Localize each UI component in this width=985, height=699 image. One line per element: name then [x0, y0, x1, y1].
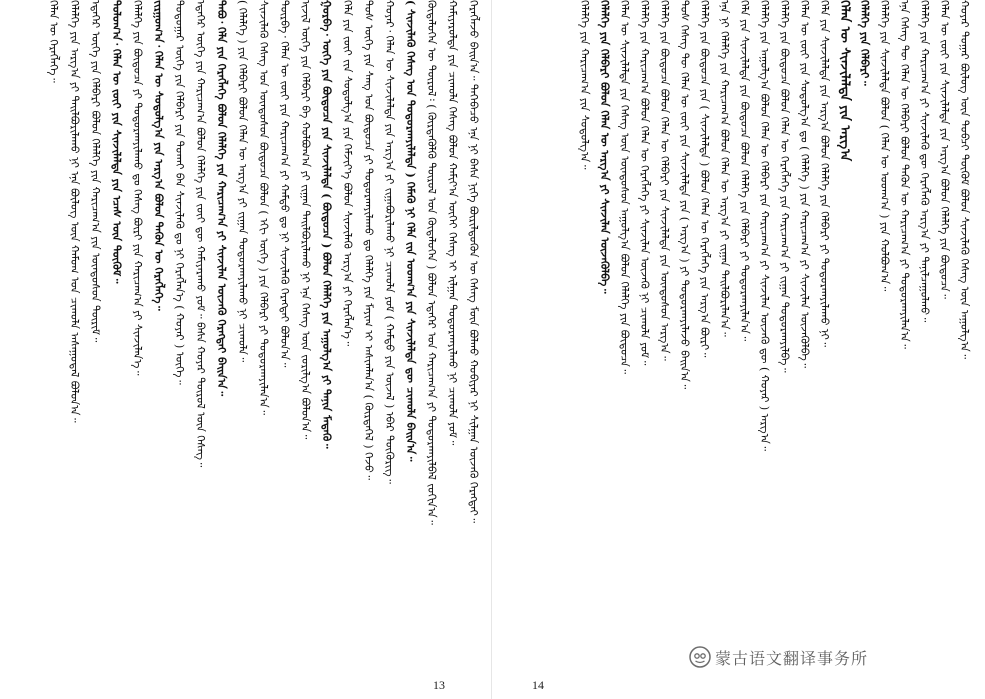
text-column: ᠰᠢᠨᠵᠢᠯᠡᠬᠦ ᠬᠡᠰᠡᠭ ᠤᠨ ᠦᠨᠳᠦᠰᠦᠨ ᠪᠦᠲᠦᠴᠡ ᠪᠣᠯᠤᠨ ( ᠡᠬᠢ ᠦᠭᠡ ) ᠶᠢᠨ ᠬᠡᠯᠪᠡᠷᠢ ᠶᠢ ᠲᠣᠳᠣᠷᠬᠠᠶᠢᠯᠠᠨ᠎ᠠ᠃: [257, 0, 270, 415]
text-column: ᠬᠡᠯᠡᠨ ᠦ ᠵᠦᠢ ᠶᠢᠨ ᠰᠤᠳᠤᠯᠭ᠎ᠠ ᠳᠤ ( ᠬᠡᠯᠡᠯᠭᠡ ) ᠶᠢᠨ ᠬᠠᠷᠢᠴᠠᠭ᠎ᠠ ᠶᠢ ᠰᠢᠨᠵᠢᠯᠡᠨ ᠦᠵᠡᠭᠦᠯᠪᠡ᠃: [798, 0, 811, 368]
text-column: ᠬᠡᠯᠡᠯᠭᠡ ᠶᠢᠨ ᠰᠢᠨᠵᠢᠯᠡᠯᠲᠡ ᠪᠣᠯᠤᠨ ( ᠬᠡᠯᠡᠨ ᠦ ᠤᠳᠬ᠎ᠠ ) ᠶᠢᠨ ᠬᠣᠯᠪᠣᠭ᠎ᠠ᠃: [878, 0, 891, 292]
text-column: ᠬᠡᠯᠡᠯᠭᠡ ᠶᠢᠨ ᠬᠡᠯᠪᠡᠷᠢ᠃: [858, 0, 871, 86]
text-column: ᠬᠡᠯᠡᠨ ᠦ ᠰᠢᠨᠵᠢᠯᠡᠯᠲᠡ ᠶᠢᠨ ᠬᠡᠰᠡᠭ ᠦᠨ ᠦᠨᠳᠦᠰᠦᠨ ᠠᠭᠤᠯᠭ᠎ᠠ ᠪᠣᠯᠤᠨ ᠬᠡᠯᠡᠯᠭᠡ ᠶᠢᠨ ᠪᠦᠲᠦᠴᠡ᠃: [618, 0, 631, 375]
text-column: ᠬᠣᠶᠠᠷ ᠳᠤᠭᠠᠷ ᠪᠦᠯᠦᠭ ᠦᠨ ᠲᠣᠪᠴᠢ ᠳᠦᠭᠦᠮ ᠪᠣᠯᠤᠨ ᠰᠢᠨᠵᠢᠯᠡᠬᠦ ᠬᠡᠰᠡᠭ ᠦᠨ ᠠᠭᠤᠯᠭ᠎ᠠ᠃: [958, 0, 971, 360]
wechat-icon: [689, 646, 711, 668]
text-column: ᠬᠡᠯᠡ ᠶᠢᠨ ᠵᠦᠢ ᠵᠢᠨ ᠰᠤᠳᠤᠯᠭ᠎ᠠ ᠶᠢᠨ ᠬᠡᠮᠵᠢᠶ᠎ᠡ ᠪᠣᠯᠤᠨ ᠰᠢᠨᠵᠢᠯᠡᠬᠦ ᠠᠷᠭ᠎ᠠ ᠶᠢ ᠬᠡᠷᠡᠭᠯᠡᠨ᠎ᠡ᠃: [341, 0, 354, 347]
text-column: ᠬᠡᠯᠡᠯᠭᠡ ᠶᠢᠨ ᠪᠦᠲᠦᠴᠡ ᠪᠣᠯᠤᠨ ᠬᠡᠯᠡᠨ ᠦ ᠬᠡᠷᠡᠭᠯᠡᠭᠡ ᠶᠢᠨ ᠬᠠᠷᠢᠴᠠᠭ᠎ᠠ ᠶᠢ ᠵᠢᠭᠠᠨ ᠲᠣᠳᠣᠷᠬᠠᠶᠢᠯᠪᠠ᠃: [778, 0, 791, 373]
text-column: ᠬᠡᠯᠡᠯᠭᠡ ᠶᠢᠨ ᠠᠷᠭ᠎ᠠ ᠶᠢ ᠲᠠᠢᠯᠪᠤᠷᠢᠯᠠᠬᠤ ᠨᠢ ᠡᠨᠡ ᠪᠦᠯᠦᠭ ᠦᠨ ᠬᠠᠮᠤᠭ ᠤᠨ ᠴᠢᠬᠤᠯᠠ ᠠᠰᠠᠭᠤᠳᠠᠯ ᠪᠣᠯᠤᠨ᠎ᠠ᠃: [68, 0, 81, 423]
text-column: ᠲᠠᠪᠤ᠂ ᠬᠡᠯᠡ ᠶᠢᠨ ᠬᠡᠷᠡᠭᠯᠡᠭᠡ ᠪᠣᠯᠤᠨ ᠬᠡᠯᠡᠯᠭᠡ ᠶᠢᠨ ᠬᠠᠷᠢᠴᠠᠭ᠎ᠠ ᠶᠢ ᠰᠢᠨᠵᠢᠯᠡᠨ ᠦᠵᠡᠬᠦ ᠬᠡᠷᠡᠭᠲᠡᠢ ᠪᠠᠢ᠌ᠨ᠎ᠠ᠃: [215, 0, 228, 396]
text-column: ᠬᠡᠯᠡᠯᠭᠡ ᠶᠢᠨ ᠪᠦᠲᠦᠴᠡ ᠶᠢᠨ ( ᠰᠢᠨᠵᠢᠯᠡᠯᠲᠡ ) ᠪᠣᠯᠤᠨ ᠬᠡᠯᠡᠨ ᠦ ᠬᠡᠷᠡᠭᠯᠡᠭᠡ ᠶᠢᠨ ᠠᠷᠭ᠎ᠠ ᠪᠦᠷᠢ᠃: [698, 0, 711, 358]
text-column: ᠬᠡᠯᠡ ᠶᠢᠨ ᠰᠢᠨᠵᠢᠯᠡᠯᠲᠡ ᠶᠢᠨ ᠠᠷᠭ᠎ᠠ ᠪᠣᠯᠤᠨ ᠬᠡᠯᠡᠯᠭᠡ ᠶᠢᠨ ᠬᠡᠯᠪᠡᠷᠢ ᠶᠢ ᠲᠣᠳᠣᠷᠬᠠᠶᠢᠯᠠᠬᠤ ᠨᠢ᠃: [818, 0, 831, 347]
right-page: [492, 0, 985, 699]
text-column: ᠬᠡᠯᠡᠯᠭᠡ ᠶᠢᠨ ᠬᠡᠯᠪᠡᠷᠢ ᠪᠣᠯᠤᠨ ᠬᠡᠯᠡᠨ ᠦ ᠠᠷᠭ᠎ᠠ ᠶᠢ ᠰᠢᠨᠵᠢᠯᠡᠨ ᠦᠵᠡᠭᠦᠯᠪᠡ᠃: [598, 0, 611, 294]
text-column: ( ᠰᠢᠨᠵᠢᠯᠡᠬᠦ ᠬᠡᠰᠡᠭ ᠤᠨ ᠲᠣᠳᠣᠷᠬᠠᠶᠢᠯᠠᠯᠲᠠ ) ᠬᠡᠮᠡᠬᠦ ᠨᠢ ᠬᠡᠯᠡ ᠵᠢᠨ ᠤᠳᠬ᠎ᠠ ᠶᠢᠨ ᠰᠢᠨᠵᠢᠯᠡᠯᠲᠡ ᠳᠦ ᠴᠢᠬᠤᠯᠠ ᠪᠠᠢ᠌ᠨ᠎ᠠ᠃: [404, 0, 417, 462]
text-column: ᠳᠥᠷᠪᠡ᠂ ᠬᠡᠯᠡᠨ ᠦ ᠵᠦᠢ ᠶᠢᠨ ᠬᠠᠷᠢᠴᠠᠭ᠎ᠠ ᠶᠢ ᠬᠠᠮᠲᠤ ᠳᠤ ᠨᠢ ᠰᠢᠨᠵᠢᠯᠡᠬᠦ ᠬᠡᠷᠡᠭᠲᠡᠢ ᠪᠣᠯᠤᠨ᠎ᠠ᠃: [278, 0, 291, 368]
text-column: ᠬᠣᠶᠠᠷ᠂ ᠬᠡᠯᠡᠨ ᠦ ᠰᠢᠨᠵᠢᠯᠡᠯᠲᠡ ᠶᠢᠨ ᠠᠷᠭ᠎ᠠ ᠶᠢ ᠵᠢᠭᠠᠪᠤᠷᠢᠯᠠᠬᠤ ᠨᠢ ᠴᠢᠬᠤᠯᠠ ᠶᠤᠮ ( ᠬᠠᠮᠲᠤ ᠶᠢᠨ ᠦᠵᠡᠯ ) ᠡᠪᠡᠷ ᠲᠥᠭᠥᠷᠢᠭ᠃: [383, 0, 396, 484]
text-column: ᠬᠠᠮᠢᠶᠠᠷᠤᠯᠲᠠ ᠶᠢᠨ ᠴᠢᠬᠤᠯᠠ ᠬᠡᠰᠡᠭ ᠪᠣᠯᠤᠨ ᠬᠠᠮᠢᠶ᠎ᠠ ᠦᠭᠡᠢ ᠬᠡᠰᠡᠭ ᠢ ᠢᠯᠭᠠᠨ ᠲᠣᠳᠣᠷᠬᠠᠶᠢᠯᠬᠤ ᠨᠢ ᠴᠢᠬᠤᠯᠠ ᠶᠤᠮ᠃: [446, 0, 459, 446]
text-column: ᠬᠡᠯᠡᠯᠭᠡ ᠶᠢᠨ ᠬᠠᠷᠢᠴᠠᠭ᠎ᠠ ᠶᠢ ᠰᠢᠨᠵᠢᠯᠡᠬᠦ ᠳᠦ ᠬᠡᠷᠡᠭᠯᠡᠬᠦ ᠠᠷᠭ᠎ᠠ ᠶᠢ ᠲᠠᠨᠢᠯᠴᠠᠭᠤᠯᠬᠤ᠃: [918, 0, 931, 323]
text-column: ( ᠬᠡᠯᠡᠯᠭᠡ ) ᠶᠢᠨ ᠬᠡᠯᠪᠡᠷᠢ ᠪᠣᠯᠤᠨ ᠬᠡᠯᠡᠨ ᠦ ᠠᠷᠭ᠎ᠠ ᠶᠢ ᠵᠢᠭᠠᠨ ᠲᠣᠳᠣᠷᠬᠠᠶᠢᠯᠠᠬᠤ ᠨᠢ ᠴᠢᠬᠤᠯᠠ᠃: [236, 0, 249, 363]
text-column: ᠭᠤᠷᠪᠠ᠂ ᠦᠭᠡ ᠶᠢᠨ ᠪᠦᠲᠦᠴᠡ ᠶᠢᠨ ᠰᠢᠨᠵᠢᠯᠡᠯᠲᠡ ( ᠪᠦᠲᠦᠴᠡ ) ᠪᠣᠯᠤᠨ ᠬᠡᠯᠡᠯᠭᠡ ᠶᠢᠨ ᠠᠭᠤᠯᠭ᠎ᠠ ᠶᠢ ᠲᠠᠨᠢᠨ ᠮᠡᠳᠡᠬᠦ᠃: [320, 0, 333, 449]
text-column: ᠳᠣᠯᠣᠭ᠎ᠠ᠂ ᠬᠡᠯᠡᠨ ᠦ ᠵᠦᠢ ᠶᠢᠨ ᠰᠢᠨᠵᠢᠯᠡᠯᠲᠡ ᠶᠢᠨ ᠡᠴᠡᠰ ᠦᠨ ᠳᠦᠭᠦᠮ᠃: [110, 0, 123, 284]
text-column: [557, 0, 572, 699]
page-number: 14: [532, 678, 544, 692]
text-column: ᠬᠡᠯᠡᠨ ᠦ ᠬᠡᠷᠡᠭᠯᠡᠭᠡ᠃: [47, 0, 60, 83]
text-column: ᠬᠡᠯᠡ ᠶᠢᠨ ᠰᠢᠨᠵᠢᠯᠡᠯᠲᠡ ᠶᠢᠨ ᠪᠦᠲᠦᠴᠡ ᠪᠣᠯᠤᠨ ᠬᠡᠯᠡᠯᠭᠡ ᠶᠢᠨ ᠬᠡᠯᠪᠡᠷᠢ ᠶᠢ ᠲᠣᠳᠣᠷᠬᠠᠶᠢᠯᠠᠨ᠎ᠠ᠃: [738, 0, 751, 342]
text-column: ᠲᠤᠰ ᠦᠭᠡ ᠶᠢᠨ ᠰᠠᠩ ᠤᠨ ᠪᠦᠲᠦᠴᠡ ᠶᠢ ᠲᠣᠳᠣᠷᠬᠠᠶᠢᠯᠠᠬᠤ ᠳᠤ ᠬᠡᠯᠡᠯᠭᠡ ᠶᠢᠨ ᠮᠠᠶᠢᠭ ᠢ ᠠᠰᠢᠭᠯᠠᠨ᠎ᠠ ( ᠬᠦᠷᠲᠡᠭᠡᠯ ) ᠭᠡᠵᠦ᠃: [362, 0, 375, 480]
text-column: ᠬᠡᠯᠡᠯᠭᠡ ᠶᠢᠨ ᠪᠦᠲᠦᠴᠡ ᠪᠣᠯᠤᠨ ᠬᠡᠯᠡᠨ ᠦ ᠬᠡᠯᠪᠡᠷᠢ ᠶᠢᠨ ᠰᠢᠨᠵᠢᠯᠡᠯᠲᠡ ᠶᠢᠨ ᠦᠨᠳᠦᠰᠦᠨ ᠠᠷᠭ᠎ᠠ᠃: [658, 0, 671, 361]
text-column: ᠳᠤᠳᠤᠭᠠᠷ ᠦᠭᠡ ᠶᠢᠨ ᠬᠡᠯᠪᠡᠷᠢ ᠶᠢᠨ ᠲᠤᠬᠠᠢ ᠪᠠᠨ ᠰᠢᠨᠵᠢᠯᠡᠬᠦ ᠳᠤ ᠨᠢ ᠬᠡᠷᠡᠭᠯᠡᠨ᠎ᠡ ( ᠬᠣᠶᠠᠷ ) ᠦᠭᠡ᠃: [173, 0, 186, 385]
watermark: [685, 645, 874, 669]
text-column: ᠬᠦᠳᠡᠯᠦᠭᠡᠨ ᠦ ᠲᠥᠷᠥᠯ᠄ ( ᠬᠦᠷᠲᠡᠭᠦᠯᠬᠦ ᠲᠥᠷᠥᠯ ᠤᠨ ᠬᠥᠳᠡᠯᠦᠭᠡᠨ ) ᠪᠣᠯᠤᠨ ᠡᠳᠡᠭᠡᠷ ᠤᠨ ᠬᠠᠷᠢᠴᠠᠭ᠎ᠠ ᠶᠢ ᠲᠣᠳᠣᠷᠬᠠᠶᠢᠯᠪᠠᠯ ᠵᠣᠬᠢᠨ᠎ᠠ᠃: [425, 0, 438, 525]
left-page: [0, 0, 492, 699]
text-column: ᠬᠡᠯᠡᠯᠭᠡ ᠶᠢᠨ ᠬᠠᠷᠢᠴᠠᠭ᠎ᠠ ᠪᠣᠯᠤᠨ ᠬᠡᠯᠡᠨ ᠦ ᠬᠡᠷᠡᠭᠯᠡᠭᠡ ᠶᠢ ᠰᠢᠨᠵᠢᠯᠡᠨ ᠦᠵᠡᠬᠦ ᠨᠢ ᠴᠢᠬᠤᠯᠠ ᠶᠤᠮ᠃: [638, 0, 651, 366]
page-number: 13: [433, 678, 445, 692]
text-column: ᠬᠡᠯᠡᠯᠭᠡ ᠶᠢᠨ ᠠᠭᠤᠯᠭ᠎ᠠ ᠪᠣᠯᠤᠨ ᠬᠡᠯᠡᠨ ᠦ ᠬᠡᠯᠪᠡᠷᠢ ᠶᠢᠨ ᠬᠠᠷᠢᠴᠠᠭ᠎ᠠ ᠶᠢ ᠰᠢᠨᠵᠢᠯᠡᠨ ᠦᠵᠡᠬᠦ ᠳᠦ ( ᠬᠣᠶᠠᠷ ) ᠠᠷᠭ᠎ᠠ᠃: [758, 0, 771, 452]
text-column: ᠬᠡᠯᠡᠨ ᠦ ᠵᠦᠢ ᠶᠢᠨ ᠰᠢᠨᠵᠢᠯᠡᠯᠲᠡ ᠶᠢᠨ ᠠᠷᠭ᠎ᠠ ᠪᠣᠯᠤᠨ ᠬᠡᠯᠡᠯᠭᠡ ᠶᠢᠨ ᠪᠦᠲᠦᠴᠡ᠃: [938, 0, 951, 299]
text-column: ᠡᠳᠡᠭᠡᠷ ᠦᠭᠡ ᠶᠢᠨ ᠬᠠᠷᠢᠴᠠᠭ᠎ᠠ ᠪᠣᠯᠤᠨ ᠬᠡᠯᠡᠯᠭᠡ ᠶᠢᠨ ᠵᠦᠢ ᠳᠦ ᠬᠠᠮᠢᠶᠠᠷᠠᠬᠤ ᠶᠤᠮ᠃ ᠪᠠᠰᠠ ᠬᠣᠶᠠᠷ ᠲᠥᠷᠥᠯ ᠦᠨ ᠬᠡᠰᠡᠭ᠃: [194, 0, 207, 468]
text-column: ᠬᠡᠯᠡᠯᠭᠡ ᠶᠢᠨ ᠪᠦᠲᠦᠴᠡ ᠶᠢ ᠲᠣᠳᠣᠷᠬᠠᠶᠢᠯᠠᠬᠤ ᠳᠤ ᠬᠡᠰᠡᠭ ᠪᠦᠷᠢ ᠶᠢᠨ ᠬᠠᠷᠢᠴᠠᠭ᠎ᠠ ᠶᠢ ᠰᠢᠨᠵᠢᠯᠡᠨ᠎ᠡ᠃: [131, 0, 144, 376]
section-title: ᠬᠡᠯᠡᠨ ᠦ ᠰᠢᠨᠵᠢᠯᠡᠯᠲᠡ ᠶᠢᠨ ᠠᠷᠭ᠎ᠠ: [837, 0, 852, 162]
text-column: ᠢᠵᠢᠯ ᠦᠭᠡ ᠶᠢᠨ ᠬᠡᠯᠪᠡᠷᠢ ᠪᠠ ᠬᠣᠯᠪᠣᠭ᠎ᠠ ᠶᠢ ᠵᠢᠭᠠᠨ ᠲᠠᠢᠯᠪᠤᠷᠢᠯᠠᠬᠤ ᠨᠢ ᠡᠨᠡ ᠬᠡᠰᠡᠭ ᠦᠨ ᠵᠣᠷᠢᠯᠭ᠎ᠠ ᠪᠣᠯᠤᠨ᠎ᠠ᠃: [299, 0, 312, 440]
text-column: ᠡᠨᠡ ᠨᠢ ᠬᠡᠯᠡᠯᠭᠡ ᠶᠢᠨ ᠬᠠᠷᠢᠴᠠᠭ᠎ᠠ ᠪᠣᠯᠤᠨ ᠬᠡᠯᠡᠨ ᠦ ᠠᠷᠭ᠎ᠠ ᠶᠢ ᠵᠢᠭᠠᠨ ᠲᠠᠢᠯᠪᠤᠷᠢᠯᠠᠨ᠎ᠠ᠃: [718, 0, 731, 337]
watermark-text: 蒙古语文翻译事务所: [715, 648, 869, 668]
text-column: ᠬᠡᠷᠡᠭᠯᠡᠵᠦ ᠪᠠᠢ᠌ᠨ᠎ᠠ᠃ ᠲᠡᠭᠡᠪᠡᠴᠦ ᠡᠨᠡ ᠨᠢ ᠪᠠᠰᠠ ᠨᠢᠭᠡ ᠪᠦᠷᠢᠯᠳᠦᠬᠦᠨ ᠦ ᠬᠡᠰᠡᠭ ᠮᠦᠨ ᠪᠣᠯᠬᠤ ᠬᠤᠪᠢᠶᠠᠷ ᠨᠢ ᠰᠢᠯᠭᠠᠨ ᠦᠵᠡᠬᠦ ᠬᠡᠷᠡᠭᠲᠡᠢ᠃: [467, 0, 480, 524]
text-column: ᠵᠢᠷᠭᠤᠭ᠎ᠠ᠂ ᠬᠡᠯᠡᠨ ᠦ ᠰᠤᠳᠤᠯᠭ᠎ᠠ ᠶᠢᠨ ᠠᠷᠭ᠎ᠠ ᠪᠣᠯᠤᠨ ᠲᠡᠭᠦᠨ ᠦ ᠬᠡᠷᠡᠭᠯᠡᠭᠡ᠃: [152, 0, 165, 311]
text-column: ᠲᠤᠰ ᠬᠡᠰᠡᠭ ᠲᠦ ᠬᠡᠯᠡᠨ ᠦ ᠵᠦᠢ ᠶᠢᠨ ᠰᠢᠨᠵᠢᠯᠡᠯᠲᠡ ᠶᠢᠨ ( ᠠᠷᠭ᠎ᠠ ) ᠶᠢ ᠲᠣᠳᠣᠷᠬᠠᠶᠢᠯᠠᠵᠤ ᠪᠠᠢ᠌ᠨ᠎ᠠ᠃: [678, 0, 691, 390]
text-column: ᠬᠡᠯᠡᠯᠭᠡ ᠶᠢᠨ ᠬᠠᠷᠢᠴᠠᠭ᠎ᠠ ᠶᠢᠨ ᠰᠤᠳᠤᠯᠭ᠎ᠠ᠃: [578, 0, 591, 170]
text-column: ᠡᠨᠡ ᠬᠡᠰᠡᠭ ᠲᠦ ᠬᠡᠯᠡᠨ ᠦ ᠬᠡᠯᠪᠡᠷᠢ ᠪᠣᠯᠤᠨ ᠲᠡᠭᠦᠨ ᠦ ᠬᠠᠷᠢᠴᠠᠭ᠎ᠠ ᠶᠢ ᠲᠣᠳᠣᠷᠬᠠᠶᠢᠯᠠᠨ᠎ᠠ᠃: [898, 0, 911, 349]
text-column: ᠡᠳᠡᠭᠡᠷ ᠦᠭᠡ ᠶᠢᠨ ᠬᠡᠯᠪᠡᠷᠢ ᠪᠣᠯᠤᠨ ᠬᠡᠯᠡᠯᠭᠡ ᠶᠢᠨ ᠬᠠᠷᠢᠴᠠᠭ᠎ᠠ ᠶᠢᠨ ᠦᠨᠳᠦᠰᠦᠨ ᠳᠦᠷᠢᠮ᠃: [89, 0, 102, 343]
